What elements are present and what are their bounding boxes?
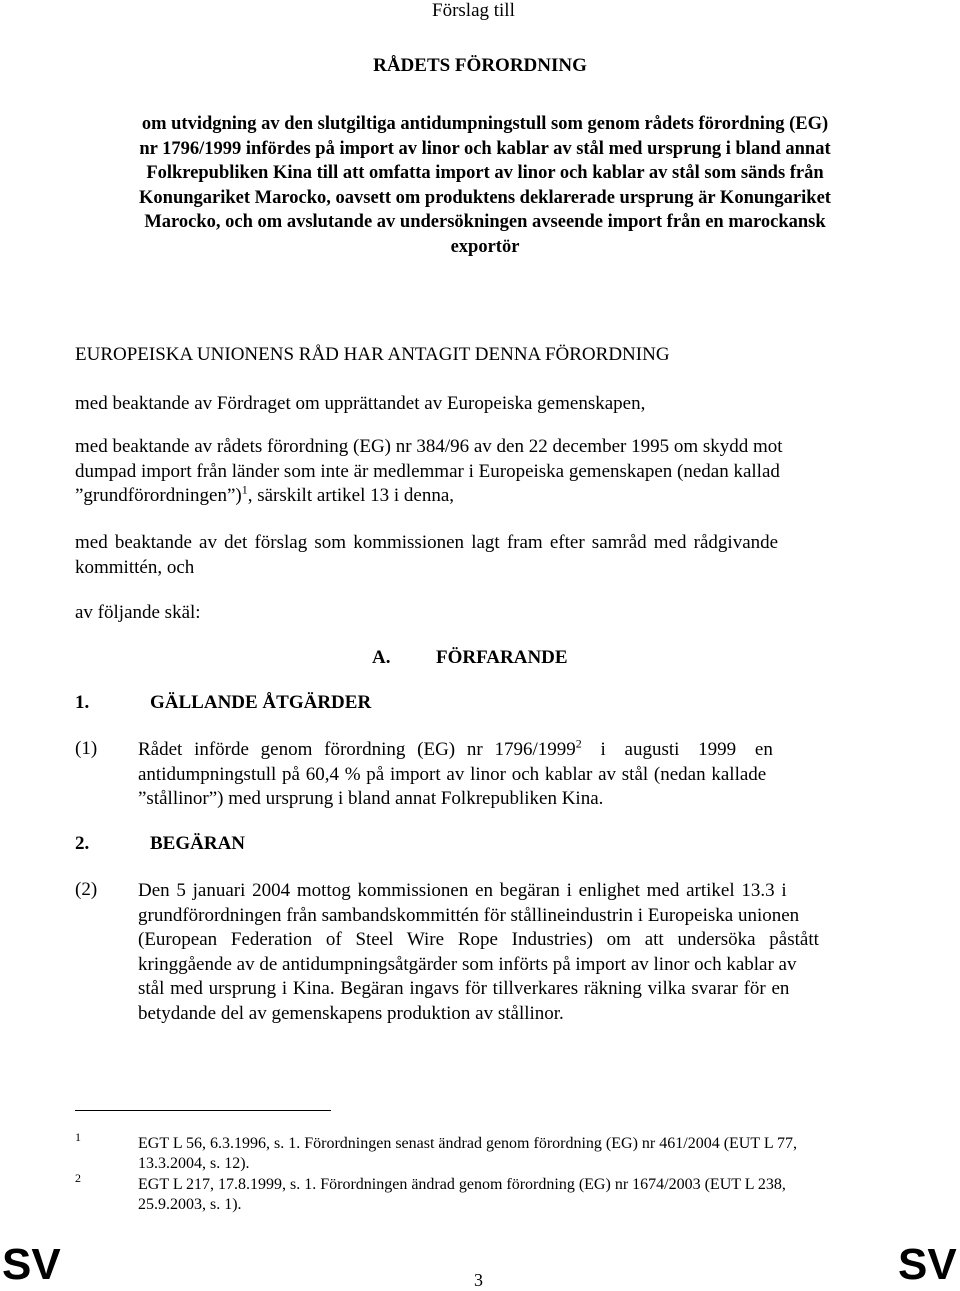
title-line: exportör bbox=[450, 236, 520, 257]
recital-line: grundförordningen från sambandskommittén för stållineindustrin i Europeiska unionen bbox=[138, 904, 800, 926]
document-type: RÅDETS FÖRORDNING bbox=[373, 55, 587, 76]
recital-line: ”stållinor”) med ursprung i bland annat Folkrepubliken Kina. bbox=[138, 788, 604, 809]
recital-line: Den 5 januari 2004 mottog kommissionen en begäran i enlighet med artikel 13.3 i bbox=[138, 880, 787, 901]
footnote-line: 13.3.2004, s. 12). bbox=[138, 1155, 250, 1172]
recital-line bbox=[138, 738, 884, 763]
subsection-title: GÄLLANDE ÅTGÄRDER bbox=[150, 692, 372, 713]
recital-line: stål med ursprung i Kina. Begäran ingavs för tillverkares räkning vilka svarar för en bbox=[138, 978, 790, 999]
recital-line: dumpad import från länder som inte är medlemmar i Europeiska gemenskapen (nedan kallad bbox=[75, 460, 780, 482]
recital-basic-regulation bbox=[75, 435, 885, 509]
title-line: Folkrepubliken Kina till att omfatta import av linor och kablar av stål som sänds från bbox=[146, 163, 824, 183]
recital-line: betydande del av gemenskapens produktion av stållinor. bbox=[138, 1002, 564, 1024]
recital-line: med beaktande av rådets förordning (EG) nr 384/96 av den 22 december 1995 om skydd mot bbox=[75, 436, 783, 457]
recital-line: kommittén, och bbox=[75, 556, 195, 578]
subsection-number: 2. bbox=[75, 833, 90, 854]
recital-treaty: med beaktande av Fördraget om upprättandet av Europeiska gemenskapen, bbox=[75, 393, 646, 414]
recital-line: antidumpningstull på 60,4 % på import av linor och kablar av stål (nedan kallade bbox=[138, 763, 767, 785]
language-code-right: SV bbox=[898, 1240, 957, 1289]
title-line: nr 1796/1999 infördes på import av linor och kablar av stål med ursprung i bland annat bbox=[139, 138, 831, 159]
proposal-label: Förslag till bbox=[432, 0, 515, 21]
recital-line bbox=[75, 484, 885, 509]
whereas-formula: av följande skäl: bbox=[75, 602, 201, 623]
title-line: om utvidgning av den slutgiltiga antidumpningstull som genom rådets förordning (EG) bbox=[141, 114, 829, 134]
page-number: 3 bbox=[474, 1270, 483, 1290]
recital-number: (2) bbox=[75, 879, 98, 900]
recital-line: med beaktande av det förslag som kommissionen lagt fram efter samråd med rådgivande bbox=[75, 532, 779, 553]
recital-line-text: ”grundförordningen”) bbox=[75, 485, 242, 506]
title-line: Marocko, och om avslutande av undersökningen avseende import från en marockansk bbox=[144, 212, 826, 232]
footnote-line: EGT L 56, 6.3.1996, s. 1. Förordningen senast ändrad genom förordning (EG) nr 461/2004 (EUT L 77, bbox=[138, 1135, 798, 1152]
recital-line: kringgående av de antidumpningsåtgärder som införts på import av linor och kablar av bbox=[138, 953, 797, 975]
recital-text bbox=[138, 738, 884, 812]
recital-proposal bbox=[75, 531, 885, 580]
recital-line-text: , särskilt artikel 13 i denna, bbox=[247, 485, 455, 506]
recital-line-text: Rådet införde genom förordning (EG) nr 1796/1999 bbox=[138, 739, 576, 760]
recital-line: (European Federation of Steel Wire Rope Industries) om att undersöka påstått bbox=[138, 929, 819, 950]
recital-number: (1) bbox=[75, 738, 98, 759]
language-code-left: SV bbox=[2, 1240, 61, 1289]
footnote-text bbox=[138, 1134, 884, 1174]
subsection-number: 1. bbox=[75, 692, 90, 713]
footnote-text bbox=[138, 1175, 884, 1215]
section-letter: A. bbox=[372, 647, 391, 668]
adopting-formula: EUROPEISKA UNIONENS RÅD HAR ANTAGIT DENNA FÖRORDNING bbox=[75, 344, 670, 365]
title-line: Konungariket Marocko, oavsett om produktens deklarerade ursprung är Konungariket bbox=[139, 187, 831, 208]
footnote-separator bbox=[75, 1110, 331, 1111]
footnote-line: EGT L 217, 17.8.1999, s. 1. Förordningen ändrad genom förordning (EG) nr 1674/2003 (EUT L 238, bbox=[138, 1176, 786, 1193]
section-title: FÖRFARANDE bbox=[436, 647, 568, 668]
recital-line-text: i augusti 1999 en bbox=[581, 739, 773, 760]
footnote-ref[interactable]: 1 bbox=[241, 482, 248, 497]
footnote-number: 2 bbox=[75, 1171, 81, 1185]
regulation-title bbox=[80, 112, 890, 259]
footnote-ref[interactable]: 2 bbox=[575, 736, 582, 751]
footnote-number: 1 bbox=[75, 1130, 81, 1144]
recital-text bbox=[138, 879, 884, 1026]
subsection-title: BEGÄRAN bbox=[150, 833, 246, 854]
footnote-line: 25.9.2003, s. 1). bbox=[138, 1196, 242, 1213]
